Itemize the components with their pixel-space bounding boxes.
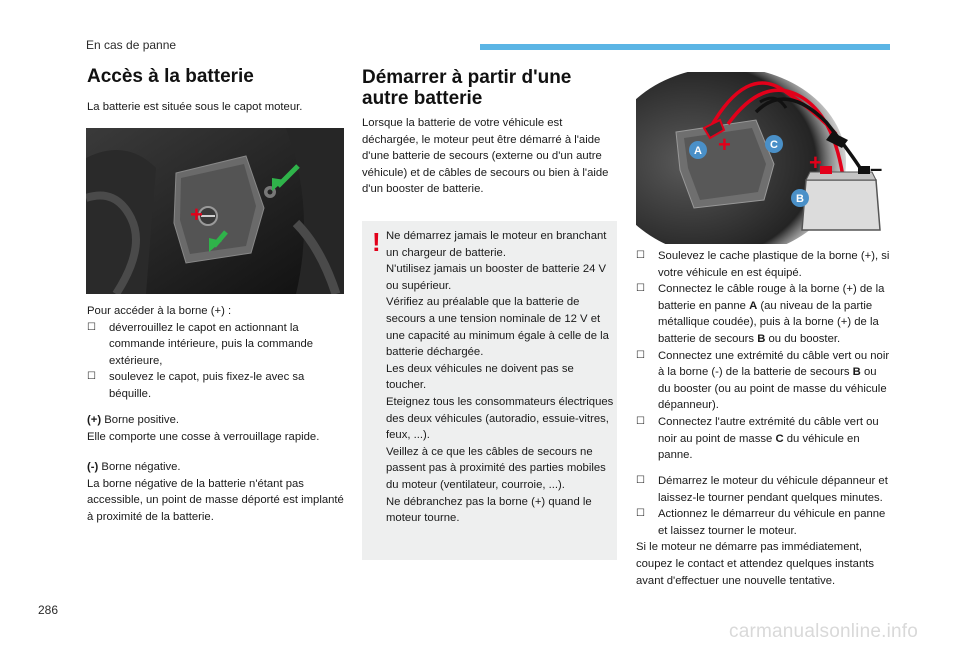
step-2: ☐ Connectez le câble rouge à la borne (+) de la batterie en panne A (au niveau de la partie métallique coudée), puis à la borne (+) de la batterie de secours B ou du booster. bbox=[636, 283, 885, 345]
plus-marker-a: + bbox=[718, 132, 731, 157]
access-step-2: ☐ soulevez le capot, puis fixez-le avec sa béquille. bbox=[87, 371, 305, 400]
checkbox-bullet-icon: ☐ bbox=[636, 475, 645, 486]
positive-symbol: (+) bbox=[87, 414, 102, 426]
header-accent-bar bbox=[480, 44, 890, 50]
warning-text: Ne démarrez jamais le moteur en branchant un chargeur de batterie. N'utilisez jamais un booster de batterie 24 V ou supérieur. Vérifiez au préalable que la batterie de secours a une tension nominale de 12 V et une capacité au minimum égale à celle de la batterie déchargée. Les deux véhicules ne doivent pas se toucher. Eteignez tous les consommateurs électriques des deux véhicules (autoradio, essuie-vitres, feux, ...). Veillez à ce que les câbles de secours ne passent pas à proximité des parties mobiles du moteur (ventilateur, courroie, ...). Ne débranchez pas la borne (+) quand le moteur tourne. bbox=[386, 230, 614, 525]
checkbox-bullet-icon: ☐ bbox=[636, 250, 645, 261]
checkbox-bullet-icon: ☐ bbox=[636, 283, 645, 295]
battery-photo bbox=[86, 128, 344, 294]
step-1: ☐ Soulevez le cache plastique de la borne (+), si votre véhicule en est équipé. bbox=[636, 250, 890, 279]
watermark: carmanualsonline.info bbox=[729, 621, 919, 642]
positive-terminal-text: (+) Borne positive. Elle comporte une cosse à verrouillage rapide. bbox=[87, 414, 320, 443]
step-5: ☐ Démarrez le moteur du véhicule dépanneur et laissez-le tourner pendant quelques minutes. bbox=[636, 475, 888, 504]
label-a-marker: A bbox=[694, 145, 702, 157]
jump-start-intro: Lorsque la batterie de votre véhicule est déchargée, le moteur peut être démarré à l'aide d'une batterie de secours (externe ou d'un autre véhicule) et de câbles de secours ou bien à l'aide d'un booster de batterie. bbox=[362, 117, 609, 196]
access-intro: Pour accéder à la borne (+) : bbox=[87, 305, 232, 317]
label-c-marker: C bbox=[770, 139, 778, 151]
access-instructions bbox=[87, 303, 349, 403]
negative-terminal-text: (-) Borne négative. La borne négative de la batterie n'étant pas accessible, un point de masse déporté est implanté à proximité de la batterie. bbox=[87, 461, 344, 523]
access-step-1: ☐ déverrouillez le capot en actionnant la commande intérieure, puis la commande extérieure, bbox=[87, 321, 314, 367]
step-6: ☐ Actionnez le démarreur du véhicule en panne et laissez tourner le moteur. bbox=[636, 508, 886, 537]
label-b-marker: B bbox=[796, 193, 804, 205]
battery-access-title: Accès à la batterie bbox=[87, 66, 254, 87]
positive-plus-marker: + bbox=[190, 202, 203, 227]
plus-marker: + bbox=[809, 150, 822, 175]
checkbox-bullet-icon: ☐ bbox=[87, 321, 96, 333]
step-4: ☐ Connectez l'autre extrémité du câble vert ou noir au point de masse C du véhicule en panne. bbox=[636, 415, 879, 462]
step-3: ☐ Connectez une extrémité du câble vert ou noir à la borne (-) de la batterie de secours B ou du booster (ou au point de masse du véhicule dépanneur). bbox=[636, 349, 890, 412]
checkbox-bullet-icon: ☐ bbox=[87, 371, 96, 383]
warning-icon: ! bbox=[372, 227, 381, 257]
warning-box bbox=[362, 221, 617, 560]
checkbox-bullet-icon: ☐ bbox=[636, 349, 645, 361]
jump-start-diagram bbox=[636, 72, 890, 244]
battery-location-text: La batterie est située sous le capot moteur. bbox=[87, 101, 303, 113]
page-number: 286 bbox=[38, 603, 59, 617]
negative-symbol: (-) bbox=[87, 461, 99, 473]
checkbox-bullet-icon: ☐ bbox=[636, 415, 645, 427]
start-steps bbox=[636, 473, 892, 589]
closing-text: Si le moteur ne démarre pas immédiatement, coupez le contact et attendez quelques instants avant d'effectuer une nouvelle tentative. bbox=[636, 541, 875, 587]
checkbox-bullet-icon: ☐ bbox=[636, 508, 645, 520]
jump-start-title: Démarrer à partir d'une autre batterie bbox=[362, 67, 572, 109]
section-label: En cas de panne bbox=[86, 38, 177, 52]
connection-steps bbox=[636, 248, 892, 464]
minus-marker: – bbox=[870, 156, 883, 181]
